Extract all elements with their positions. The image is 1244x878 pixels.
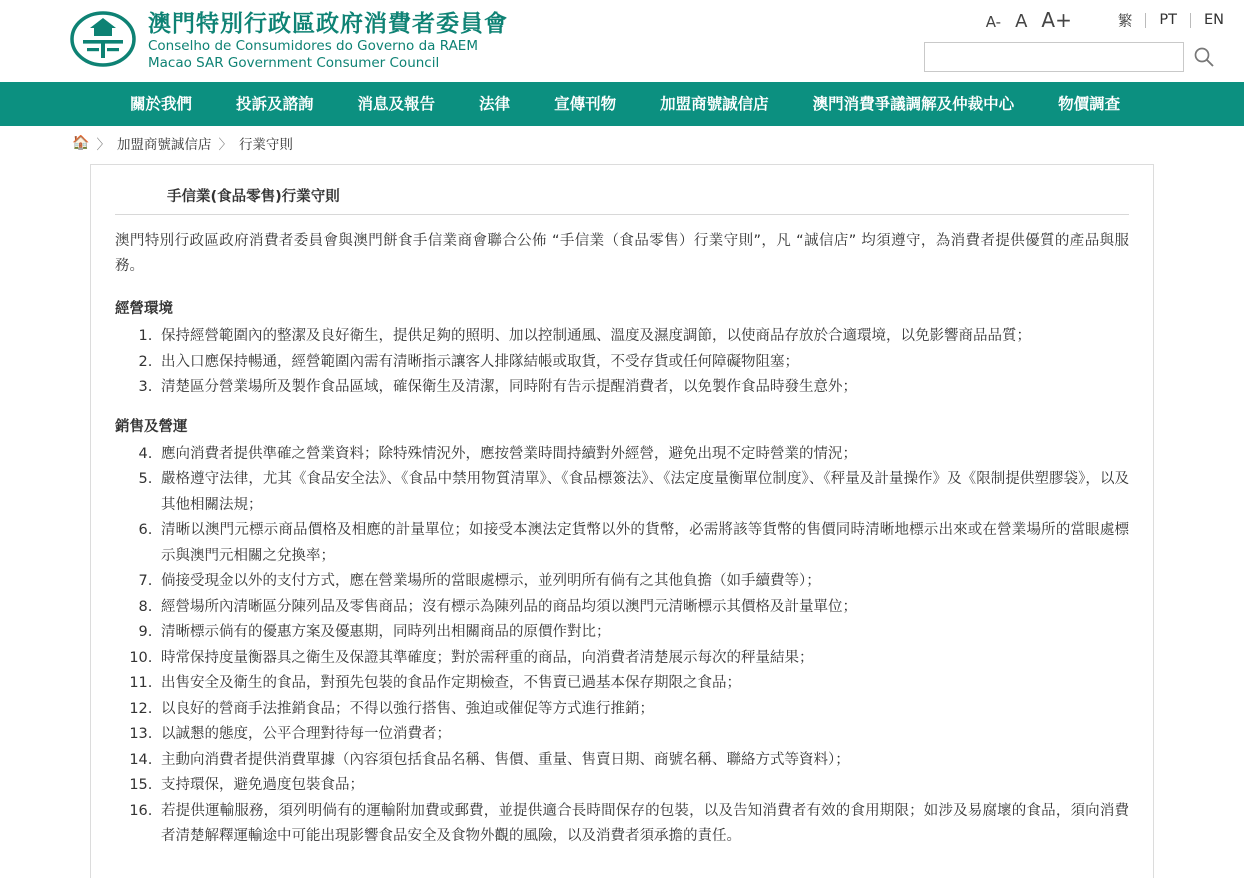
breadcrumb-separator: 〉	[218, 137, 232, 153]
section-heading-environment: 經營環境	[115, 301, 173, 317]
list-item: 16. 若提供運輸服務，須列明倘有的運輸附加費或郵費，並提供適合長時間保存的包裝，以及告知消費者有效的食用期限；如涉及易腐壞的食品，須向消費者清楚解釋運輸途中可能出現影響食品安全及食物外觀的風險，以及消費者須承擔的責任。	[157, 799, 1129, 850]
list-item: 4. 應向消費者提供準確之營業資料；除特殊情況外，應按營業時間持續對外經營，避免出現不定時營業的情況；	[157, 442, 1129, 468]
breadcrumb-separator: 〉	[96, 137, 110, 153]
section-heading-sales: 銷售及營運	[115, 418, 188, 435]
list-item: 6. 清晰以澳門元標示商品價格及相應的計量單位；如接受本澳法定貨幣以外的貨幣，必需將該等貨幣的售價同時清晰地標示出來或在營業場所的當眼處標示與澳門元相關之兌換率；	[157, 518, 1129, 569]
list-item: 12. 以良好的營商手法推銷食品；不得以強行搭售、強迫或催促等方式進行推銷；	[157, 697, 1129, 723]
language-switcher	[1118, 10, 1224, 31]
nav-item-certified-shops[interactable]: 加盟商號誠信店	[660, 95, 769, 113]
document-panel	[90, 164, 1154, 878]
language-divider	[1145, 13, 1146, 28]
list-item: 7. 倘接受現金以外的支付方式，應在營業場所的當眼處標示，並列明所有倘有之其他負擔（如手續費等）；	[157, 569, 1129, 595]
search-button[interactable]	[1184, 42, 1224, 72]
page-title: 手信業(食品零售)行業守則	[115, 181, 1129, 215]
language-option-zh[interactable]: 繁	[1117, 13, 1133, 30]
rule-list-environment	[115, 324, 1129, 401]
list-item: 10. 時常保持度量衡器具之衛生及保證其準確度；對於需秤重的商品，向消費者清楚展示每次的秤量結果；	[157, 646, 1129, 672]
header-utilities	[804, 6, 1224, 72]
font-size-normal-button[interactable]: A	[1015, 11, 1028, 32]
breadcrumb-item-current: 行業守則	[238, 137, 293, 153]
list-item: 11. 出售安全及衛生的食品，對預先包裝的食品作定期檢查，不售賣已過基本保存期限之食品；	[157, 671, 1129, 697]
nav-item-price-survey[interactable]: 物價調查	[1058, 95, 1121, 113]
org-name-cn: 澳門特別行政區政府消費者委員會	[148, 11, 508, 37]
list-item: 1. 保持經營範圍內的整潔及良好衛生，提供足夠的照明、加以控制通風、溫度及濕度調節，以使商品存放於合適環境，以免影響商品品質；	[157, 324, 1129, 350]
list-item: 13. 以誠懇的態度，公平合理對待每一位消費者；	[157, 722, 1129, 748]
search-icon	[1192, 45, 1216, 69]
language-divider	[1190, 13, 1191, 28]
list-item: 14. 主動向消費者提供消費單據（內容須包括食品名稱、售價、重量、售賣日期、商號名稱、聯絡方式等資料）；	[157, 748, 1129, 774]
language-option-en[interactable]: EN	[1203, 12, 1224, 28]
breadcrumb	[0, 126, 1244, 160]
font-size-controls	[986, 8, 1072, 32]
nav-item-news[interactable]: 消息及報告	[357, 95, 436, 113]
list-item: 9. 清晰標示倘有的優惠方案及優惠期，同時列出相關商品的原價作對比；	[157, 620, 1129, 646]
list-item: 5. 嚴格遵守法律，尤其《食品安全法》、《食品中禁用物質清單》、《食品標簽法》、《法定度量衡單位制度》、《秤量及計量操作》及《限制提供塑膠袋》，以及其他相關法規；	[157, 467, 1129, 518]
search-input[interactable]	[924, 42, 1184, 72]
rule-list-sales	[115, 442, 1129, 850]
document-intro: 澳門特別行政區政府消費者委員會與澳門餅食手信業商會聯合公佈 “手信業（食品零售）行業守則”，凡 “誠信店” 均須遵守，為消費者提供優質的產品與服務。	[115, 233, 1129, 274]
org-name-pt: Conselho de Consumidores do Governo da RAEM	[148, 38, 478, 54]
org-name-en: Macao SAR Government Consumer Council	[148, 55, 440, 71]
site-header	[0, 0, 1244, 82]
list-item: 2. 出入口應保持暢通，經營範圍內需有清晰指示讓客人排隊結帳或取貨，不受存貨或任何障礙物阻塞；	[157, 350, 1129, 376]
list-item: 15. 支持環保，避免過度包裝食品；	[157, 773, 1129, 799]
home-icon[interactable]: 🏠	[72, 135, 90, 151]
font-size-increase-button[interactable]: A+	[1041, 8, 1072, 32]
breadcrumb-item-certified-shops[interactable]: 加盟商號誠信店	[116, 137, 212, 153]
font-size-decrease-button[interactable]: A-	[985, 13, 1002, 31]
nav-item-law[interactable]: 法律	[479, 95, 511, 113]
main-navigation	[0, 82, 1244, 126]
list-item: 8. 經營場所內清晰區分陳列品及零售商品；沒有標示為陳列品的商品均須以澳門元清晰標示其價格及計量單位；	[157, 595, 1129, 621]
nav-item-about[interactable]: 關於我們	[130, 95, 193, 113]
nav-item-publications[interactable]: 宣傳刊物	[554, 95, 617, 113]
consumer-council-logo-icon	[70, 10, 136, 68]
nav-item-complaints[interactable]: 投訴及諮詢	[236, 95, 314, 113]
search-bar	[804, 42, 1224, 72]
list-item: 3. 清楚區分營業場所及製作食品區域，確保衛生及清潔，同時附有告示提醒消費者，以免製作食品時發生意外；	[157, 375, 1129, 401]
site-logo[interactable]	[70, 10, 508, 72]
language-option-pt[interactable]: PT	[1159, 12, 1177, 28]
nav-item-arbitration-centre[interactable]: 澳門消費爭議調解及仲裁中心	[812, 95, 1015, 113]
